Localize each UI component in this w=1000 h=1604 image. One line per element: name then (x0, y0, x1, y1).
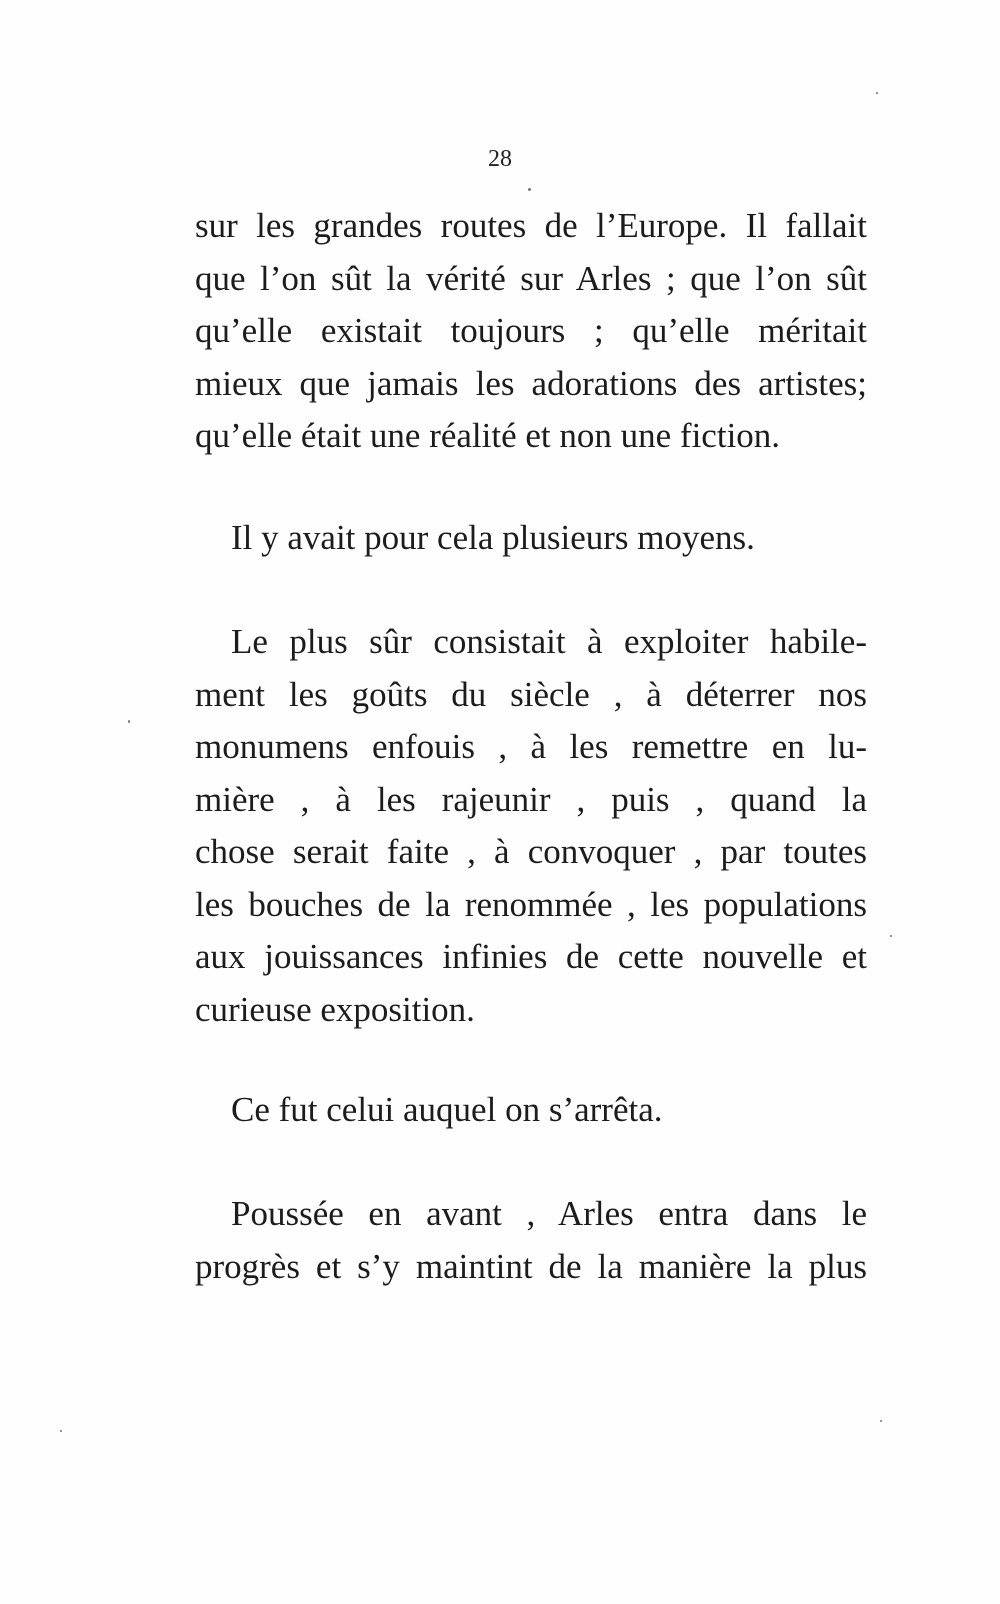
text-line: qu’elle existait toujours ; qu’elle méritait (195, 311, 867, 350)
scan-speck (528, 188, 531, 191)
text-line: Poussée en avant , Arles entra dans le (231, 1194, 867, 1233)
paragraph-4 (195, 1084, 867, 1137)
text-line: qu’elle était une réalité et non une fiction. (195, 416, 781, 455)
scan-speck (876, 92, 878, 94)
paragraph-2 (195, 512, 867, 565)
text-line: les bouches de la renommée , les populations (195, 884, 867, 924)
text-line: curieuse exposition. (195, 989, 475, 1029)
text-line: que l’on sût la vérité sur Arles ; que l’on sût (195, 258, 867, 298)
text-line: mieux que jamais les adorations des artistes; (195, 363, 867, 403)
text-line: monumens enfouis , à les remettre en lu- (195, 727, 867, 766)
text-line: Ce fut celui auquel on s’arrêta. (231, 1090, 663, 1129)
paragraph-3 (195, 616, 867, 1036)
text-line: Il y avait pour cela plusieurs moyens. (231, 518, 755, 557)
scan-speck (128, 720, 130, 723)
text-line: ment les goûts du siècle , à déterrer nos (195, 674, 867, 714)
scan-speck (890, 935, 892, 937)
text-line: sur les grandes routes de l’Europe. Il fallait (195, 206, 867, 245)
paragraph-5 (195, 1188, 867, 1293)
text-line: mière , à les rajeunir , puis , quand la (195, 779, 867, 819)
text-line: aux jouissances infinies de cette nouvelle et (195, 937, 867, 976)
scan-speck (880, 1420, 882, 1422)
paragraph-1 (195, 200, 867, 463)
scan-speck (60, 1430, 62, 1432)
page-number: 28 (488, 146, 512, 172)
text-line: chose serait faite , à convoquer , par toutes (195, 832, 867, 871)
text-line: progrès et s’y maintint de la manière la plus (195, 1246, 867, 1286)
text-line: Le plus sûr consistait à exploiter habile- (231, 622, 867, 661)
